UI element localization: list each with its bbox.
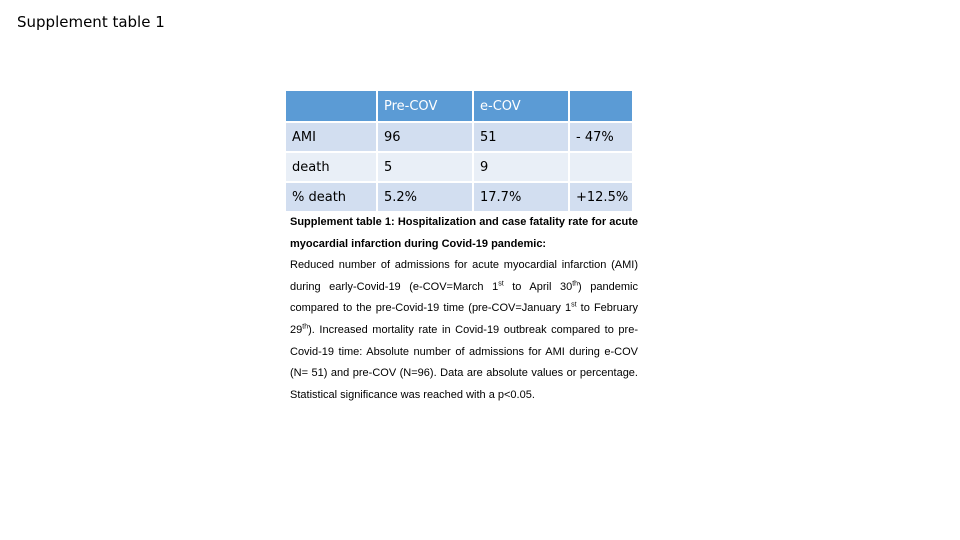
table-caption xyxy=(290,212,638,406)
page-title: Supplement table 1 xyxy=(17,13,165,31)
row-label: death xyxy=(285,152,377,182)
row-label: AMI xyxy=(285,122,377,152)
row-label: % death xyxy=(285,182,377,212)
cell-e-cov: 17.7% xyxy=(473,182,569,212)
cell-pre-cov: 5 xyxy=(377,152,473,182)
cell-pre-cov: 96 xyxy=(377,122,473,152)
caption-superscript: th xyxy=(302,323,309,331)
caption-body xyxy=(290,255,638,406)
caption-text: Reduced number of admissions for acute myocardial infarction (AMI) during early-Covid-19 (e-COV=March 1 xyxy=(290,259,638,293)
caption-text: ) pandemic compared to the pre-Covid-19 time (pre-COV=January 1 xyxy=(290,280,638,315)
header-cell-change xyxy=(569,90,633,122)
caption-text: to February 29 xyxy=(290,302,638,336)
header-cell-label xyxy=(285,90,377,122)
caption-heading: Supplement table 1: Hospitalization and case fatality rate for acute myocardial infarction during Covid-19 pandemic: xyxy=(290,216,638,250)
table-row xyxy=(285,152,633,182)
header-cell-e-cov: e-COV xyxy=(473,90,569,122)
cell-change xyxy=(569,152,633,182)
table-row xyxy=(285,122,633,152)
header-cell-pre-cov: Pre-COV xyxy=(377,90,473,122)
caption-superscript: st xyxy=(498,280,504,288)
cell-change: - 47% xyxy=(569,122,633,152)
table-header-row xyxy=(285,90,633,122)
caption-superscript: st xyxy=(571,301,577,309)
cell-e-cov: 9 xyxy=(473,152,569,182)
caption-text: ). Increased mortality rate in Covid-19 outbreak compared to pre-Covid-19 time: Absolute number of admissions for AMI during e-COV (N= 51) and pre-COV (N=96). Data are absolute values or percentage. Statistical significance was reached with a p<0.05. xyxy=(290,323,638,401)
caption-text: to April 30 xyxy=(503,280,573,293)
cell-change: +12.5% xyxy=(569,182,633,212)
caption-superscript: th xyxy=(572,280,579,288)
cell-pre-cov: 5.2% xyxy=(377,182,473,212)
cell-e-cov: 51 xyxy=(473,122,569,152)
table-row xyxy=(285,182,633,212)
data-table xyxy=(284,89,634,213)
